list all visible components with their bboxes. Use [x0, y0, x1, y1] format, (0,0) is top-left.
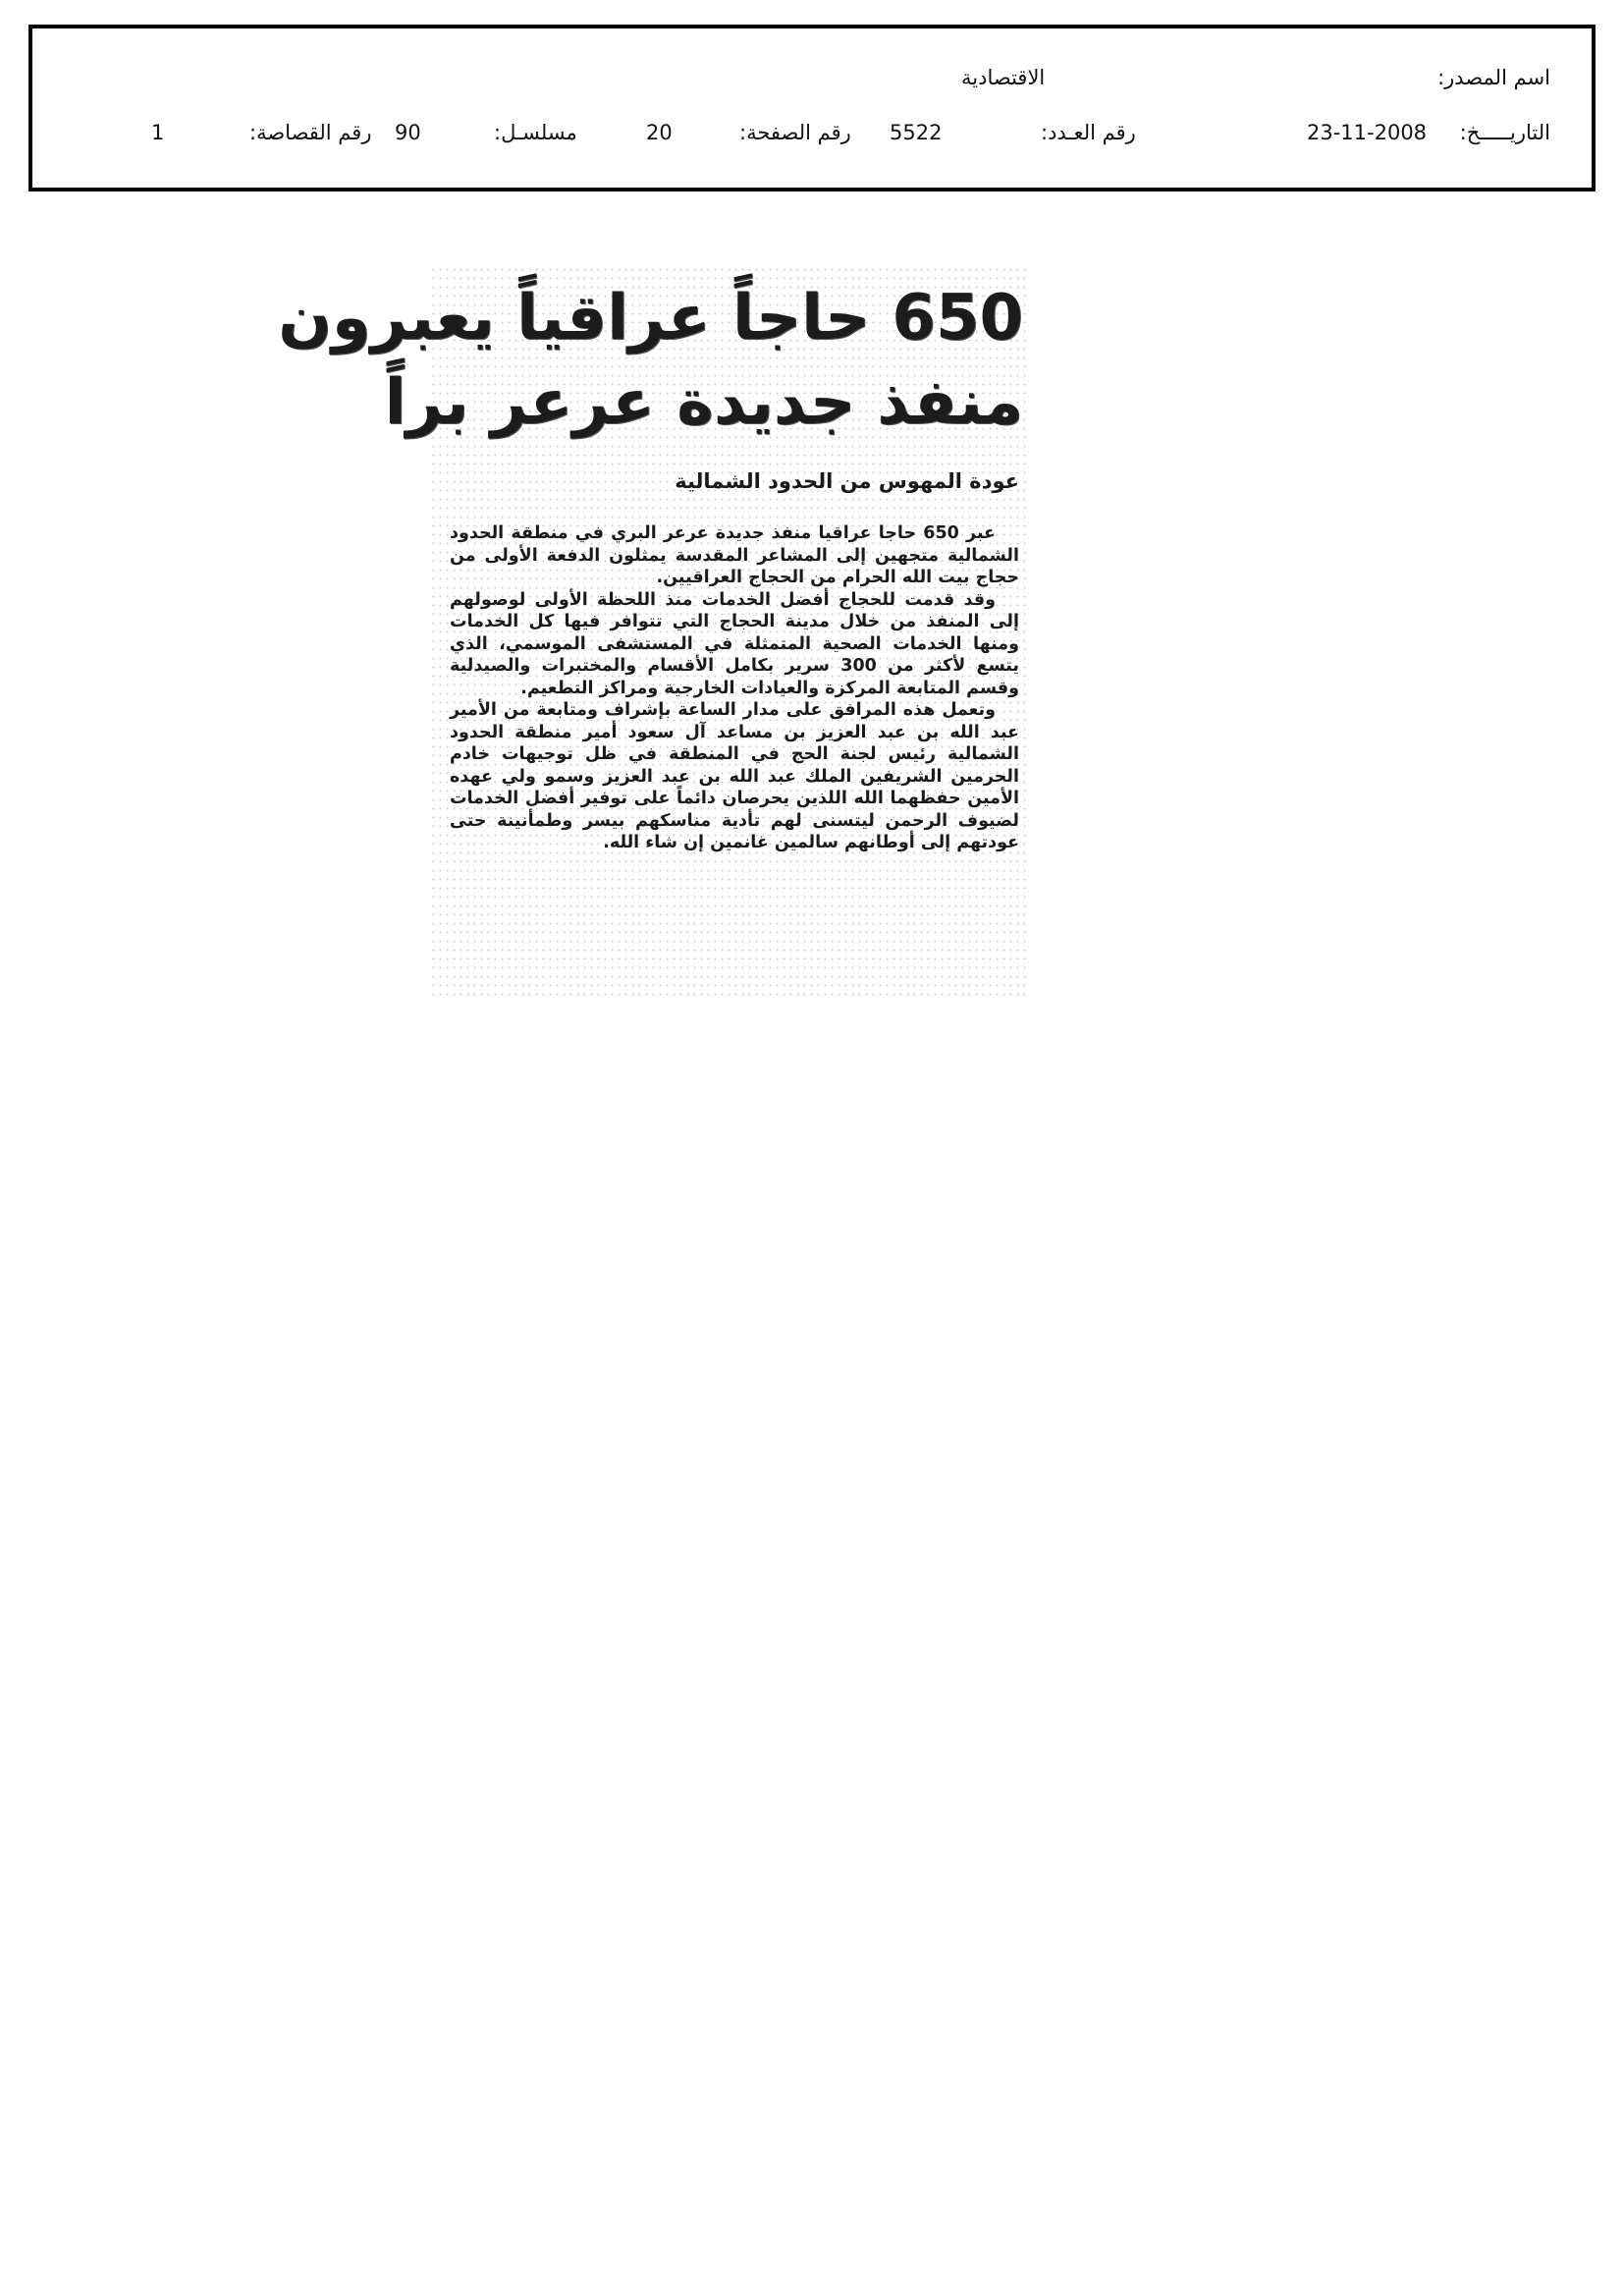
- article-paragraph: وقد قدمت للحجاج أفضل الخدمات منذ اللحظة الأولى لوصولهم إلى المنفذ من خلال مدينة الحجاج التي تتوافر فيها كل الخدمات ومنها الخدمات الصحية المتمثلة في المستشفى الموسمي، الذي يتسع لأكثر من 300 سرير بكامل الأقسام والمختبرات والصيدلية وقسم المتابعة المركزة والعيادات الخارجية ومراكز التطعيم.: [450, 589, 1019, 698]
- clip-value: 1: [151, 121, 165, 144]
- date-value: 23-11-2008: [1307, 121, 1428, 144]
- issue-value: 5522: [890, 121, 943, 144]
- newspaper-clipping: [278, 265, 1029, 1002]
- date-label: التاريـــــخ:: [1459, 121, 1550, 144]
- page-label: رقم الصفحة:: [739, 121, 851, 144]
- issue-label: رقم العـدد:: [1041, 121, 1136, 144]
- article-paragraph: عبر 650 حاجا عراقيا منفذ جديدة عرعر البري في منطقة الحدود الشمالية متجهين إلى المشاعر المقدسة يمثلون الدفعة الأولى من حجاج بيت الله الحرام من الحجاج العراقيين.: [450, 523, 1019, 587]
- clip-label: رقم القصاصة:: [249, 121, 372, 144]
- source-label: اسم المصدر:: [1437, 66, 1550, 89]
- headline-line-2: منفذ جديدة عرعر براً: [384, 366, 1023, 439]
- page-value: 20: [646, 121, 673, 144]
- serial-label: مسلسـل:: [494, 121, 577, 144]
- headline-line-1: 650 حاجاً عراقياً يعبرون: [278, 282, 1023, 355]
- article-paragraph: وتعمل هذه المرافق على مدار الساعة بإشراف ومتابعة من الأمير عبد الله بن عبد العزيز بن مساعد آل سعود أمير منطقة الحدود الشمالية رئيس لجنة الحج في المنطقة في ظل توجيهات خادم الحرمين الشريفين الملك عبد الله بن عبد العزيز وسمو ولي عهده الأمين حفظهما الله اللذين يحرصان دائماً على توفير أفضل الخدمات لضيوف الرحمن ليتسنى لهم تأدية مناسكهم بيسر وطمأنينة حتى عودتهم إلى أوطانهم سالمين غانمين إن شاء الله.: [450, 700, 1019, 852]
- source-value: الاقتصادية: [961, 66, 1046, 89]
- subheadline: عودة المهوس من الحدود الشمالية: [675, 469, 1019, 493]
- article-body: [450, 522, 1019, 854]
- serial-value: 90: [395, 121, 421, 144]
- clipping-header-box: [28, 25, 1596, 191]
